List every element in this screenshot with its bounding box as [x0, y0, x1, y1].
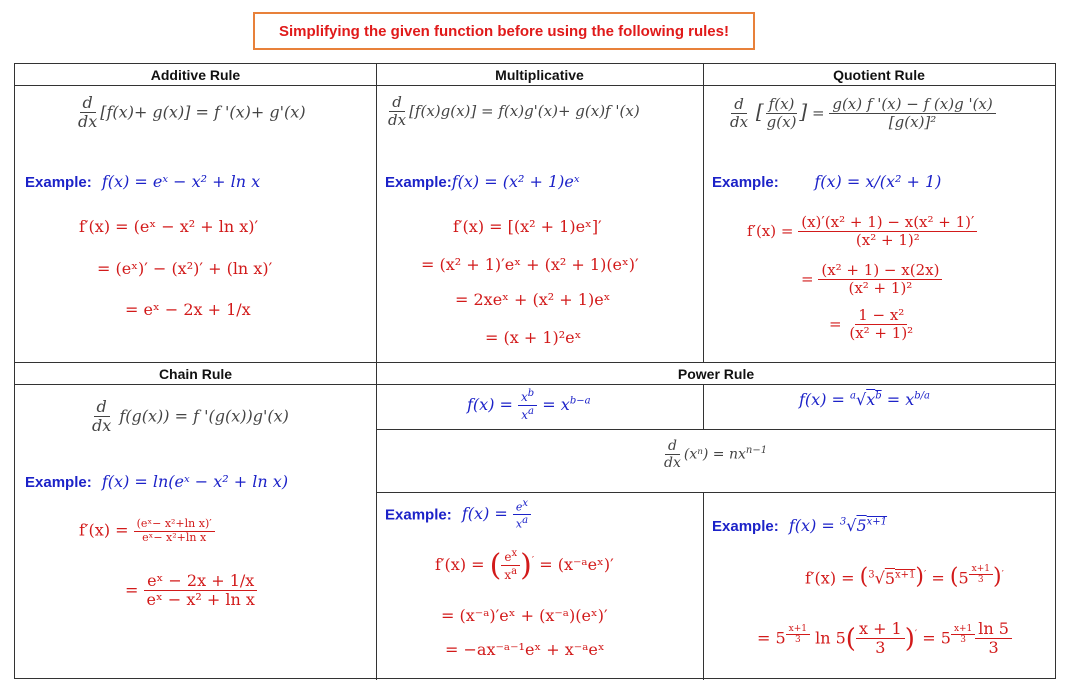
power-right-step-1: $f'(x) = (^3√5^{x+1})' = (5$ $^{\frac{x+1}{3}}$ )′ [805, 564, 1004, 590]
chain-step-1: f′(x) = $\frac{\text{(eˣ− x²+ln x)′}}{\text{eˣ− x²+ln x}}$ [79, 518, 215, 544]
header-power-rule: Power Rule [677, 366, 755, 382]
header-additive-rule: Additive Rule [150, 67, 241, 83]
divider [376, 362, 377, 680]
power-example-left: Example: f(x) = $\frac{e^x}{x^a}$ [385, 498, 531, 532]
power-right-step-2: = 5 $^{\frac{x+1}{3}}$ ln 5( $\frac{x + 1}{3}$ )′ = 5 $^{\frac{x+1}{3}}$ $\frac{\ln 5}{3}$ [757, 620, 1012, 658]
additive-rule-formula: $\frac{d}{dx}$ [f(x)+ g(x)] = f '(x)+ g'(x) [78, 93, 306, 132]
quotient-rule-formula: $\frac{d}{dx}$ [ $\frac{f(x)}{g(x)}$ ] = $\frac{g(x) f '(x) - f (x)g '(x)}{\text{[g(x)]²}}$ [727, 96, 996, 132]
chain-rule-formula: $\frac{d}{dx}$ f(g(x)) = f '(g(x))g'(x) [92, 397, 289, 436]
multiplicative-example: Example:f(x) = (x² + 1)eˣ [385, 172, 580, 191]
power-rule-quotient: f(x) = $\frac{x^b}{x^a}$ = $x^{b-a}$ [467, 388, 591, 422]
quotient-step-1: f′(x) = $\frac{\text{(x)′(x² + 1) − x(x² + 1)′}}{\text{(x² + 1)²}}$ [747, 214, 977, 250]
power-left-step-2: = (x⁻ᵃ)′eˣ + (x⁻ᵃ)(eˣ)′ [441, 606, 608, 625]
banner-note: Simplifying the given function before using the following rules! [253, 12, 755, 50]
power-rule-radical: $f(x) = ^a√x^b = x^{b/a}$ [799, 390, 930, 409]
multiplicative-step-2: = (x² + 1)′eˣ + (x² + 1)(eˣ)′ [421, 255, 639, 274]
quotient-step-2: = $\frac{\text{(x² + 1) − x(2x)}}{\text{(x² + 1)²}}$ [801, 262, 942, 298]
power-example-right: Example: $f(x) = ^3√5^{x+1}$ [712, 516, 888, 535]
divider [376, 64, 377, 362]
multiplicative-rule-formula: $\frac{d}{dx}$ [f(x)g(x)] = f(x)g'(x)+ g(x)f '(x) [388, 93, 640, 130]
header-multiplicative: Multiplicative [495, 67, 584, 83]
divider [376, 429, 1056, 430]
chain-example: Example: f(x) = ln(eˣ − x² + ln x) [25, 472, 289, 491]
chain-step-2: = $\frac{\text{eˣ − 2x + 1/x}}{\text{eˣ − x² + ln x}}$ [125, 572, 258, 610]
header-quotient-rule: Quotient Rule [833, 67, 925, 83]
quotient-example: Example: f(x) = x/(x² + 1) [712, 172, 942, 191]
power-left-step-1: f′(x) = ( $\frac{e^x}{x^a}$ )′ = (x⁻ᵃeˣ)′ [435, 548, 614, 583]
divider [15, 384, 1055, 385]
header-chain-rule: Chain Rule [158, 366, 233, 382]
power-rule-formula: $\frac{d}{dx}$ $(x^n) = nx^{n-1}$ [664, 438, 768, 472]
divider [15, 362, 1055, 363]
divider [703, 384, 704, 429]
additive-step-1: f′(x) = (eˣ − x² + ln x)′ [79, 217, 259, 236]
multiplicative-step-3: = 2xeˣ + (x² + 1)eˣ [455, 290, 611, 309]
divider [703, 492, 704, 680]
additive-step-2: = (eˣ)′ − (x²)′ + (ln x)′ [97, 259, 273, 278]
multiplicative-step-4: = (x + 1)²eˣ [485, 328, 582, 347]
power-left-step-3: = −ax⁻ᵃ⁻¹eˣ + x⁻ᵃeˣ [445, 640, 605, 659]
additive-example: Example: f(x) = eˣ − x² + ln x [25, 172, 261, 191]
divider [15, 85, 1055, 86]
divider [703, 64, 704, 362]
multiplicative-step-1: f′(x) = [(x² + 1)eˣ]′ [453, 217, 602, 236]
divider [376, 492, 1056, 493]
additive-step-3: = eˣ − 2x + 1/x [125, 300, 251, 319]
quotient-step-3: = $\frac{\text{1 − x²}}{\text{(x² + 1)²}}$ [829, 306, 914, 343]
rules-table [14, 63, 1056, 679]
